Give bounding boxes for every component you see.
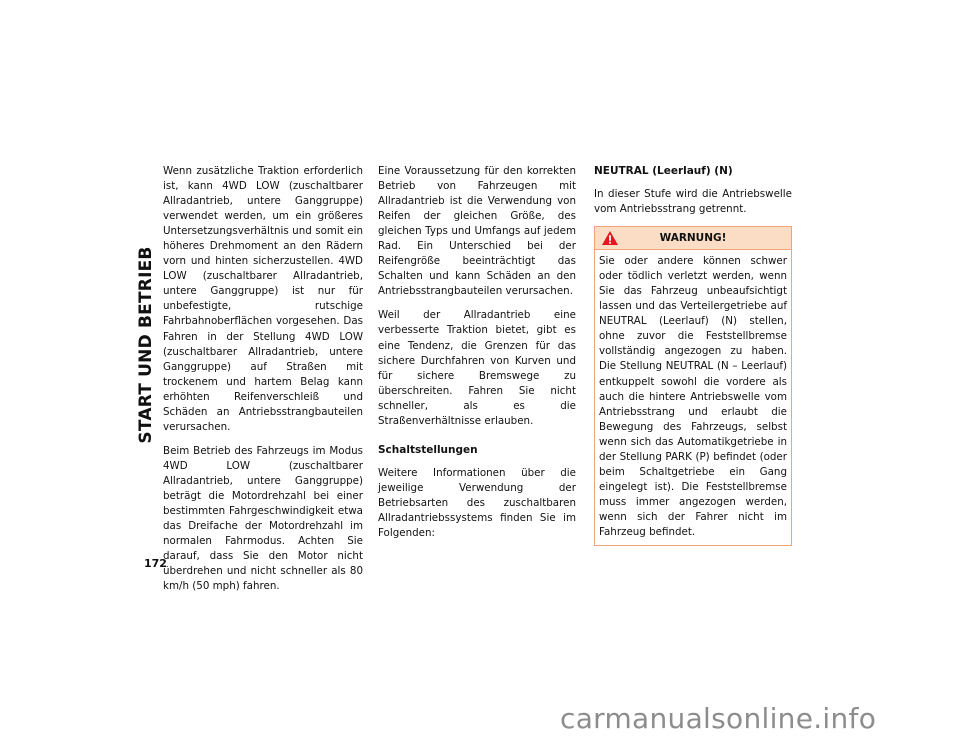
paragraph-traction-limits: Weil der Allradantrieb eine verbesserte Traktion bietet, gibt es eine Tendenz, die Grenzen für das sichere Durchfahren von Kurven und für sichere Bremswege zu überschreiten. Fahren Sie nicht schneller, als es die Straßenverhältnisse erlauben.	[378, 309, 576, 427]
paragraph-4wd-low-traction: Wenn zusätzliche Traktion erforderlich ist, kann 4WD LOW (zuschaltbarer Allradantrieb, untere Ganggruppe) verwendet werden, um ein größeres Untersetzungsverhältnis und somit ein höheres Drehmoment an den Rädern vorn und hinten sicherzustellen. 4WD LOW (zuschaltbarer Allradantrieb, untere Ganggruppe) ist nur für unbefestigte, rutschige Fahrbahnoberflächen vorgesehen. Das Fahren in der Stellung 4WD LOW (zuschaltbarer Allradantrieb, untere Ganggruppe) auf Straßen mit trockenem und hartem Belag kann erhöhten Reifenverschleiß und Schäden an Antriebsstrangbauteilen verursachen.	[163, 165, 363, 433]
column-middle	[378, 164, 576, 550]
warning-header	[595, 227, 791, 250]
column-right	[594, 164, 792, 546]
section-tab	[134, 160, 158, 530]
warning-text: Sie oder andere können schwer oder tödlich verletzt werden, wenn Sie das Fahrzeug unbeaufsichtigt lassen und das Verteilergetriebe auf NEUTRAL (Leerlauf) (N) stellen, ohne zuvor die Feststellbremse vollständig angezogen zu haben. Die Stellung NEUTRAL (N – Leerlauf) entkuppelt sowohl die vordere als auch die hintere Antriebswelle vom Antriebsstrang und erlaubt die Bewegung des Fahrzeugs, selbst wenn sich das Automatikgetriebe in der Stellung PARK (P) befindet (oder beim Schaltgetriebe ein Gang eingelegt ist). Die Feststellbremse muss immer angezogen werden, wenn sich der Fahrer nicht im Fahrzeug befindet.	[599, 255, 787, 538]
heading-schaltstellungen: Schaltstellungen	[378, 443, 478, 456]
paragraph-4wd-low-rpm: Beim Betrieb des Fahrzeugs im Modus 4WD LOW (zuschaltbarer Allradantrieb, untere Ganggruppe) beträgt die Motordrehzahl bei einer bestimmten Fahrgeschwindigkeit etwa das Dreifache der Motordrehzahl im normalen Fahrmodus. Achten Sie darauf, dass Sie den Motor nicht überdrehen und nicht schneller als 80 km/h (50 mph) fahren.	[163, 444, 363, 593]
column-left	[163, 164, 363, 603]
section-tab-label: START UND BETRIEB	[136, 246, 156, 444]
paragraph-further-info: Weitere Informationen über die jeweilige Verwendung der Betriebsarten des zuschaltbaren Allradantriebssystems finden Sie im Folgenden:	[378, 466, 576, 540]
heading-neutral: NEUTRAL (Leerlauf) (N)	[594, 165, 733, 177]
warning-triangle-icon	[601, 230, 619, 246]
page-number: 172	[144, 557, 167, 570]
watermark: carmanualsonline.info	[560, 702, 877, 735]
warning-box	[594, 226, 792, 546]
warning-title: WARNUNG!	[659, 232, 727, 245]
paragraph-neutral-description: In dieser Stufe wird die Antriebswelle vom Antriebsstrang getrennt.	[594, 188, 792, 216]
paragraph-tire-requirement: Eine Voraussetzung für den korrekten Betrieb von Fahrzeugen mit Allradantrieb ist die Verwendung von Reifen der gleichen Größe, des gleichen Typs und Umfangs auf jedem Rad. Ein Unterschied bei der Reifengröße beeinträchtigt das Schalten und kann Schäden an den Antriebsstrangbauteilen verursachen.	[378, 165, 576, 298]
